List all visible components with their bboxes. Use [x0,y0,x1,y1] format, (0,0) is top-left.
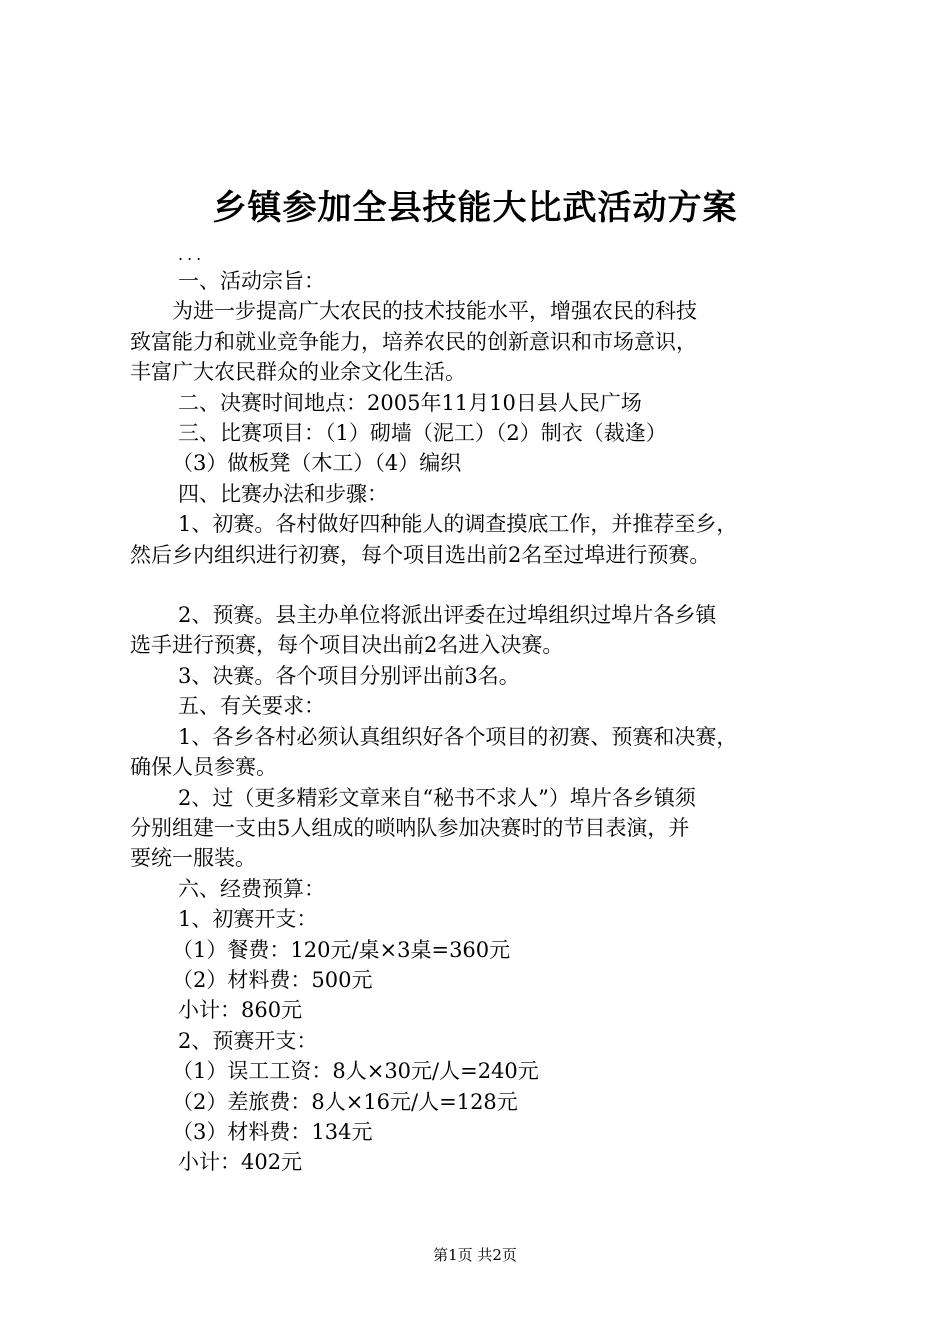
paragraph-line: 丰富广大农民群众的业余文化生活。 [130,360,466,385]
budget-line: （1）误工工资：8人×30元/人=240元 [172,1059,539,1084]
section-heading-methods: 四、比赛办法和步骤： [178,481,388,506]
paragraph-line: 致富能力和就业竞争能力，培养农民的创新意识和市场意识， [130,329,697,354]
page-footer: 第1页 共2页 [433,1246,517,1264]
paragraph-line: 确保人员参赛。 [130,755,277,780]
document-body [130,244,846,1178]
paragraph-line: 然后乡内组织进行初赛，每个项目选出前2名至过埠进行预赛。 [130,542,711,567]
section-heading-budget: 六、经费预算： [178,876,325,901]
paragraph-line: 3、决赛。各个项目分别评出前3名。 [178,663,520,688]
paragraph-line: 要统一服装。 [130,846,256,871]
blank-line [130,570,846,600]
budget-subtotal: 小计：402元 [178,1150,303,1175]
paragraph-line: 1、初赛。各村做好四种能人的调查摸底工作，并推荐至乡， [178,512,738,537]
section-heading-events: 三、比赛项目：（1）砌墙（泥工）（2）制衣（裁逢） [178,421,667,446]
budget-line: （2）差旅费：8人×16元/人=128元 [172,1089,518,1114]
document-title: 乡镇参加全县技能大比武活动方案 [212,188,738,228]
paragraph-line: 分别组建一支由5人组成的唢呐队参加决赛时的节目表演，并 [130,815,690,840]
paragraph-line: 2、预赛。县主办单位将派出评委在过埠组织过埠片各乡镇 [178,603,717,628]
section-heading-requirements: 五、有关要求： [178,694,325,719]
paragraph-line: 2、过（更多精彩文章来自“秘书不求人”）埠片各乡镇须 [178,785,696,810]
paragraph-line: （3）做板凳（木工）（4）编织 [172,451,462,476]
budget-line: （2）材料费：500元 [172,967,373,992]
paragraph-line: 1、各乡各村必须认真组织好各个项目的初赛、预赛和决赛， [178,724,738,749]
budget-line: （3）材料费：134元 [172,1119,373,1144]
budget-subtotal: 小计：860元 [178,998,303,1023]
section-heading-time-place: 二、决赛时间地点：2005年11月10日县人民广场 [178,390,642,415]
budget-line: 1、初赛开支： [178,907,318,932]
paragraph-line: 为进一步提高广大农民的技术技能水平，增强农民的科技 [172,299,697,324]
paragraph-line: 选手进行预赛，每个项目决出前2名进入决赛。 [130,633,564,658]
section-heading-purpose: 一、活动宗旨： [178,269,325,293]
ellipsis-line: ... [178,245,206,264]
budget-line: （1）餐费：120元/桌×3桌=360元 [172,937,511,962]
budget-line: 2、预赛开支： [178,1028,318,1053]
